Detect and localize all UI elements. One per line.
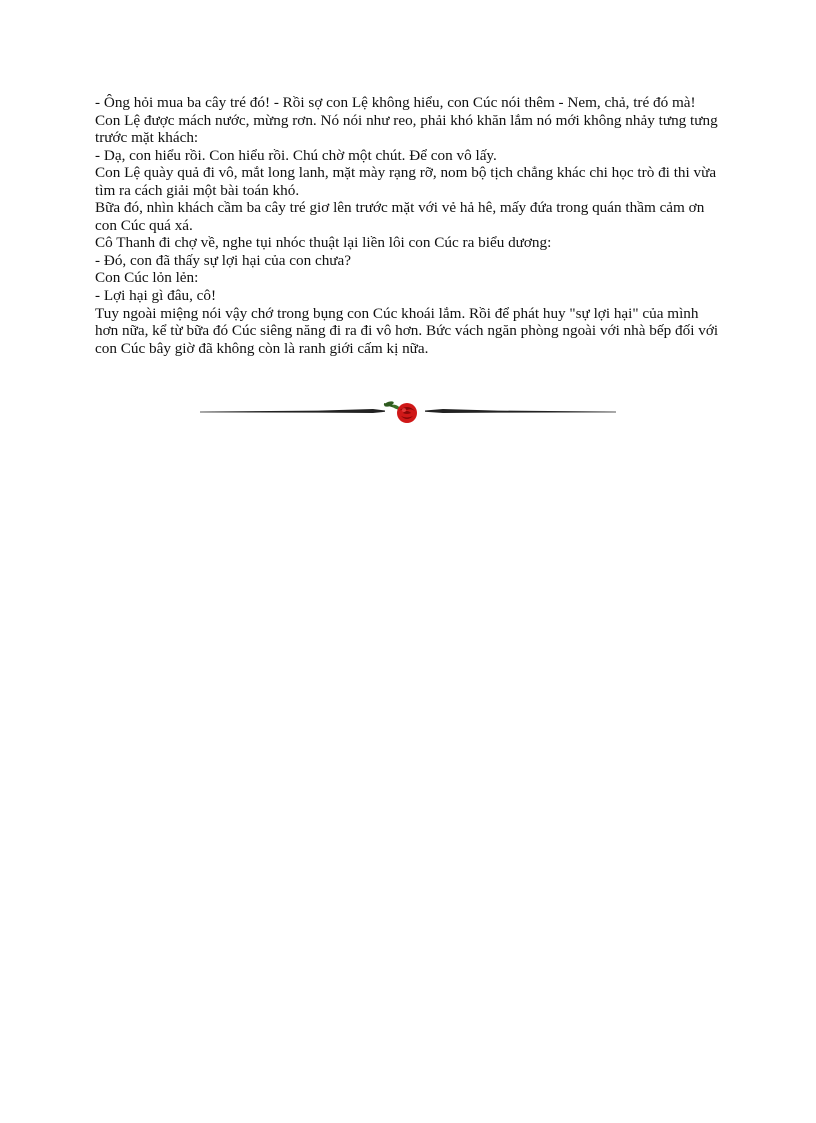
paragraph-9: - Lợi hại gì đâu, cô!: [95, 287, 217, 305]
paragraph-7: - Đó, con đã thấy sự lợi hại của con chưa?: [95, 251, 352, 269]
paragraph-1: - Ông hỏi mua ba cây tré đó! - Rồi sợ con Lệ không hiểu, con Cúc nói thêm - Nem, chả, tré đó mà!: [95, 94, 696, 111]
paragraph-2: Con Lệ được mách nước, mừng rơn. Nó nói như reo, phải khó khăn lắm nó mới không nhảy tưng tưng trước mặt khách:: [95, 111, 718, 147]
paragraph-6: Cô Thanh đi chợ về, nghe tụi nhóc thuật lại liền lôi con Cúc ra biểu dương:: [95, 234, 552, 252]
paragraph-8: Con Cúc lỏn lẻn:: [95, 269, 199, 287]
document-body: [95, 94, 725, 357]
paragraph-10: Tuy ngoài miệng nói vậy chớ trong bụng con Cúc khoái lắm. Rồi để phát huy "sự lợi hại" của mình hơn nữa, kể từ bữa đó Cúc siêng năng đi ra đi vô hơn. Bức vách ngăn phòng ngoài với nhà bếp đối với con Cúc bây giờ đã không còn là ranh giới cấm kị nữa.: [95, 304, 719, 357]
divider-rule-left: [200, 409, 385, 413]
paragraph-4: Con Lệ quày quả đi vô, mắt long lanh, mặt mày rạng rỡ, nom bộ tịch chẳng khác chi học trò đi thi vừa tìm ra cách giải một bài toán khó.: [95, 164, 717, 199]
rose-divider: [198, 398, 618, 428]
paragraph-5: Bữa đó, nhìn khách cầm ba cây tré giơ lên trước mặt với vẻ hả hê, mấy đứa trong quán thầm cảm ơn con Cúc quá xá.: [95, 199, 705, 234]
paragraph-3: - Dạ, con hiểu rồi. Con hiểu rồi. Chú chờ một chút. Để con vô lấy.: [95, 146, 497, 164]
divider-rule-right: [425, 409, 616, 413]
